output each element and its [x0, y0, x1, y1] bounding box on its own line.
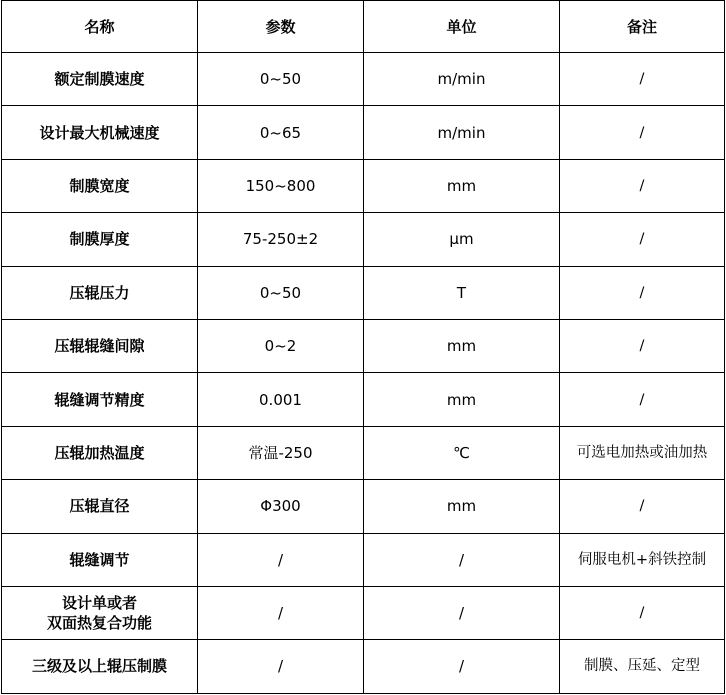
table-row — [2, 586, 725, 639]
row-param: / — [198, 640, 364, 693]
row-param: 0~50 — [198, 53, 364, 106]
row-unit: mm — [364, 159, 560, 212]
table-row — [2, 266, 725, 319]
table-row — [2, 373, 725, 426]
row-name: 压辊压力 — [2, 266, 198, 319]
row-unit: m/min — [364, 106, 560, 159]
row-unit: m/min — [364, 53, 560, 106]
row-name: 三级及以上辊压制膜 — [2, 640, 198, 693]
row-param: 0~50 — [198, 266, 364, 319]
row-note: 制膜、压延、定型 — [560, 640, 725, 693]
row-name-line: 双面热复合功能 — [46, 614, 152, 633]
row-param: 150~800 — [198, 159, 364, 212]
row-unit: ℃ — [364, 426, 560, 479]
row-note: / — [560, 319, 725, 372]
row-name: 辊缝调节精度 — [2, 373, 198, 426]
table-row — [2, 53, 725, 106]
row-unit: mm — [364, 480, 560, 533]
row-unit: mm — [364, 319, 560, 372]
table-row — [2, 640, 725, 693]
row-param: 0.001 — [198, 373, 364, 426]
row-name — [2, 586, 198, 639]
row-note: / — [560, 480, 725, 533]
table-row — [2, 213, 725, 266]
table-row — [2, 106, 725, 159]
header-name: 名称 — [2, 1, 198, 53]
row-param: 0~65 — [198, 106, 364, 159]
row-name: 压辊加热温度 — [2, 426, 198, 479]
row-param: Φ300 — [198, 480, 364, 533]
row-name: 制膜宽度 — [2, 159, 198, 212]
row-name: 压辊直径 — [2, 480, 198, 533]
row-note: / — [560, 53, 725, 106]
table-row — [2, 426, 725, 479]
row-note: / — [560, 266, 725, 319]
row-name: 额定制膜速度 — [2, 53, 198, 106]
row-note: / — [560, 373, 725, 426]
row-param: 75-250±2 — [198, 213, 364, 266]
row-unit: / — [364, 586, 560, 639]
row-unit: mm — [364, 373, 560, 426]
row-param: 常温-250 — [198, 426, 364, 479]
table-row — [2, 159, 725, 212]
header-param: 参数 — [198, 1, 364, 53]
table-header-row — [2, 1, 725, 53]
row-unit: μm — [364, 213, 560, 266]
row-note: 可选电加热或油加热 — [560, 426, 725, 479]
row-note: 伺服电机+斜铁控制 — [560, 533, 725, 586]
row-param: / — [198, 586, 364, 639]
row-note: / — [560, 106, 725, 159]
row-name-line: 设计单或者 — [61, 594, 137, 613]
header-unit: 单位 — [364, 1, 560, 53]
table-row — [2, 533, 725, 586]
table-row — [2, 319, 725, 372]
row-name: 压辊辊缝间隙 — [2, 319, 198, 372]
row-note: / — [560, 159, 725, 212]
row-unit: / — [364, 533, 560, 586]
row-note: / — [560, 586, 725, 639]
row-note: / — [560, 213, 725, 266]
row-param: / — [198, 533, 364, 586]
row-unit: T — [364, 266, 560, 319]
header-note: 备注 — [560, 1, 725, 53]
row-name: 制膜厚度 — [2, 213, 198, 266]
row-param: 0~2 — [198, 319, 364, 372]
spec-table — [1, 0, 725, 694]
row-unit: / — [364, 640, 560, 693]
row-name: 设计最大机械速度 — [2, 106, 198, 159]
table-row — [2, 480, 725, 533]
row-name: 辊缝调节 — [2, 533, 198, 586]
